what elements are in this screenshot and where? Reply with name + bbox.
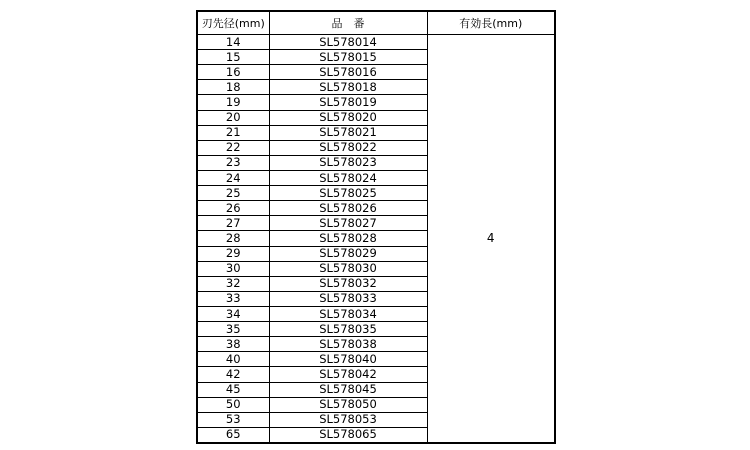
part-number-cell: SL578032: [269, 276, 427, 291]
diameter-cell: 15: [197, 50, 269, 65]
part-number-cell: SL578053: [269, 412, 427, 427]
part-number-cell: SL578022: [269, 140, 427, 155]
part-number-cell: SL578042: [269, 367, 427, 382]
diameter-cell: 21: [197, 125, 269, 140]
part-number-cell: SL578018: [269, 80, 427, 95]
diameter-cell: 22: [197, 140, 269, 155]
diameter-cell: 16: [197, 65, 269, 80]
part-number-cell: SL578050: [269, 397, 427, 412]
diameter-cell: 34: [197, 306, 269, 321]
part-number-cell: SL578038: [269, 337, 427, 352]
part-number-cell: SL578029: [269, 246, 427, 261]
part-number-cell: SL578014: [269, 35, 427, 50]
diameter-cell: 40: [197, 352, 269, 367]
part-number-cell: SL578027: [269, 216, 427, 231]
diameter-cell: 18: [197, 80, 269, 95]
diameter-cell: 32: [197, 276, 269, 291]
diameter-cell: 28: [197, 231, 269, 246]
diameter-cell: 20: [197, 110, 269, 125]
part-number-cell: SL578035: [269, 322, 427, 337]
header-diameter: 刃先径(mm): [197, 11, 269, 35]
part-number-cell: SL578021: [269, 125, 427, 140]
diameter-cell: 14: [197, 35, 269, 50]
header-effective-length: 有効長(mm): [427, 11, 555, 35]
part-number-cell: SL578033: [269, 291, 427, 306]
diameter-cell: 19: [197, 95, 269, 110]
diameter-cell: 42: [197, 367, 269, 382]
part-number-cell: SL578025: [269, 186, 427, 201]
diameter-cell: 27: [197, 216, 269, 231]
diameter-cell: 23: [197, 155, 269, 170]
part-number-cell: SL578026: [269, 201, 427, 216]
diameter-cell: 38: [197, 337, 269, 352]
diameter-cell: 35: [197, 322, 269, 337]
part-number-cell: SL578030: [269, 261, 427, 276]
table-body: [197, 35, 555, 444]
diameter-cell: 45: [197, 382, 269, 397]
part-number-cell: SL578020: [269, 110, 427, 125]
diameter-cell: 25: [197, 186, 269, 201]
part-number-cell: SL578016: [269, 65, 427, 80]
part-number-cell: SL578024: [269, 170, 427, 185]
header-part-number: 品 番: [269, 11, 427, 35]
diameter-cell: 24: [197, 170, 269, 185]
part-number-cell: SL578019: [269, 95, 427, 110]
diameter-cell: 53: [197, 412, 269, 427]
part-number-cell: SL578045: [269, 382, 427, 397]
part-number-cell: SL578028: [269, 231, 427, 246]
diameter-cell: 26: [197, 201, 269, 216]
diameter-cell: 29: [197, 246, 269, 261]
diameter-cell: 50: [197, 397, 269, 412]
table-row: [197, 35, 555, 50]
effective-length-cell: 4: [427, 35, 555, 444]
part-number-cell: SL578015: [269, 50, 427, 65]
part-number-cell: SL578034: [269, 306, 427, 321]
part-number-cell: SL578023: [269, 155, 427, 170]
part-number-cell: SL578040: [269, 352, 427, 367]
header-row: [197, 11, 555, 35]
part-number-cell: SL578065: [269, 427, 427, 443]
diameter-cell: 30: [197, 261, 269, 276]
diameter-cell: 65: [197, 427, 269, 443]
diameter-cell: 33: [197, 291, 269, 306]
spec-table: [196, 10, 556, 444]
